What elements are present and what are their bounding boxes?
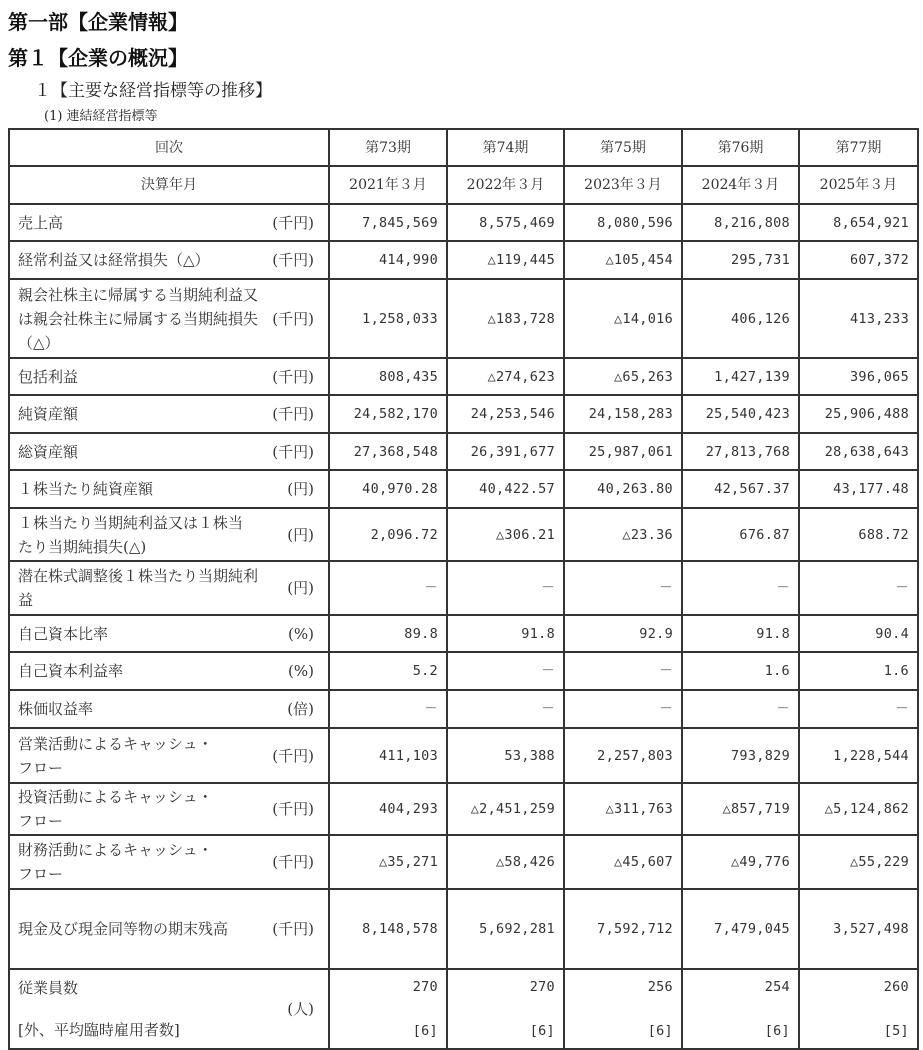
value-cell: －: [447, 561, 564, 615]
table-row: [9, 783, 918, 835]
table-row: [9, 652, 918, 690]
value-cell: △35,271: [329, 835, 447, 889]
value-cell: 40,422.57: [447, 470, 564, 508]
value-cell: 688.72: [799, 508, 918, 561]
row-label-cell: [9, 508, 329, 561]
value-cell: △105,454: [564, 241, 682, 279]
value-cell: 7,845,569: [329, 204, 447, 241]
value-cell: △306.21: [447, 508, 564, 561]
employees-value-cell: [564, 969, 682, 1049]
row-label: 財務活動によるキャッシュ・フロー: [18, 841, 213, 883]
value-cell: 28,638,643: [799, 433, 918, 470]
value-cell: 1,228,544: [799, 728, 918, 783]
row-unit: (千円): [272, 309, 314, 328]
employee-count: 270: [529, 979, 555, 995]
table-row: [9, 358, 918, 395]
employees-row: [9, 969, 918, 1049]
table-row: [9, 690, 918, 728]
row-label: 自己資本利益率: [18, 662, 124, 680]
subsection-heading: １【主要な経営指標等の推移】: [34, 81, 272, 101]
row-label: 包括利益: [18, 367, 79, 386]
period-header: 第74期: [447, 129, 564, 166]
row-label-cell: [9, 358, 329, 395]
value-cell: 89.8: [329, 615, 447, 652]
value-cell: 5.2: [329, 652, 447, 690]
value-cell: △183,728: [447, 279, 564, 358]
row-label-cell: [9, 728, 329, 783]
row-unit: (千円): [272, 367, 314, 386]
employees-unit: (人): [287, 1000, 314, 1018]
value-cell: 793,829: [682, 728, 799, 783]
value-cell: 8,575,469: [447, 204, 564, 241]
value-cell: 404,293: [329, 783, 447, 835]
fiscal-date: 2025年３月: [799, 166, 918, 204]
value-cell: 42,567.37: [682, 470, 799, 508]
value-cell: 1,427,139: [682, 358, 799, 395]
value-cell: 53,388: [447, 728, 564, 783]
value-cell: 25,987,061: [564, 433, 682, 470]
row-unit: (円): [287, 525, 314, 544]
value-cell: △5,124,862: [799, 783, 918, 835]
row-unit: (円): [287, 579, 314, 597]
period-header: 第75期: [564, 129, 682, 166]
row-unit: (倍): [287, 700, 314, 718]
period-header: 第77期: [799, 129, 918, 166]
value-cell: △14,016: [564, 279, 682, 358]
table-row: [9, 204, 918, 241]
employees-label-cell: [9, 969, 329, 1049]
row-label: 売上高: [18, 213, 64, 232]
value-cell: △857,719: [682, 783, 799, 835]
value-cell: △23.36: [564, 508, 682, 561]
value-cell: △311,763: [564, 783, 682, 835]
employee-count: 270: [412, 979, 438, 995]
row-label: 総資産額: [18, 442, 79, 461]
value-cell: －: [799, 690, 918, 728]
row-label-cell: [9, 241, 329, 279]
value-cell: 3,527,498: [799, 889, 918, 969]
value-cell: 396,065: [799, 358, 918, 395]
value-cell: △2,451,259: [447, 783, 564, 835]
row-label-cell: [9, 433, 329, 470]
value-cell: △119,445: [447, 241, 564, 279]
table-row: [9, 728, 918, 783]
header-row-dates: [9, 166, 918, 204]
employees-value-cell: [329, 969, 447, 1049]
employees-value-cell: [799, 969, 918, 1049]
row-label: 経常利益又は経常損失（△）: [18, 251, 210, 269]
row-label: １株当たり純資産額: [18, 480, 154, 498]
value-cell: △49,776: [682, 835, 799, 889]
value-cell: 25,906,488: [799, 395, 918, 433]
temp-employee-count: [6]: [529, 1023, 555, 1039]
value-cell: －: [564, 652, 682, 690]
temp-employee-count: [5]: [883, 1023, 909, 1039]
value-cell: 24,582,170: [329, 395, 447, 433]
value-cell: 25,540,423: [682, 395, 799, 433]
value-cell: 1.6: [799, 652, 918, 690]
temp-employee-count: [6]: [412, 1023, 438, 1039]
value-cell: －: [564, 690, 682, 728]
value-cell: －: [682, 561, 799, 615]
value-cell: △58,426: [447, 835, 564, 889]
value-cell: 40,263.80: [564, 470, 682, 508]
row-label-cell: [9, 690, 329, 728]
value-cell: －: [329, 561, 447, 615]
row-unit: (%): [288, 624, 314, 643]
row-label: 親会社株主に帰属する当期純利益又は親会社株主に帰属する当期純損失（△）: [18, 285, 259, 352]
value-cell: 24,158,283: [564, 395, 682, 433]
value-cell: 40,970.28: [329, 470, 447, 508]
temp-employees-label: [外、平均臨時雇用者数]: [18, 1021, 180, 1039]
value-cell: 91.8: [682, 615, 799, 652]
temp-employee-count: [6]: [647, 1023, 673, 1039]
table-row: [9, 835, 918, 889]
subsubsection-heading: (1) 連結経営指標等: [44, 109, 158, 124]
section-heading: 第１【企業の概況】: [8, 46, 188, 70]
period-header: 第73期: [329, 129, 447, 166]
employee-count: 260: [883, 979, 909, 995]
value-cell: 295,731: [682, 241, 799, 279]
row-label-cell: [9, 395, 329, 433]
header-label-date: 決算年月: [9, 166, 329, 204]
employees-value-cell: [447, 969, 564, 1049]
value-cell: 7,479,045: [682, 889, 799, 969]
row-unit: (千円): [272, 746, 314, 765]
value-cell: 90.4: [799, 615, 918, 652]
value-cell: 607,372: [799, 241, 918, 279]
value-cell: 8,216,808: [682, 204, 799, 241]
value-cell: △65,263: [564, 358, 682, 395]
value-cell: △274,623: [447, 358, 564, 395]
value-cell: －: [564, 561, 682, 615]
value-cell: 406,126: [682, 279, 799, 358]
value-cell: 8,654,921: [799, 204, 918, 241]
row-label-cell: [9, 652, 329, 690]
employees-value-cell: [682, 969, 799, 1049]
value-cell: 24,253,546: [447, 395, 564, 433]
row-label-cell: [9, 889, 329, 969]
value-cell: 8,080,596: [564, 204, 682, 241]
row-unit: (千円): [272, 853, 314, 871]
fiscal-date: 2024年３月: [682, 166, 799, 204]
employee-count: 254: [764, 979, 790, 995]
value-cell: －: [329, 690, 447, 728]
row-label: １株当たり当期純利益又は１株当たり当期純損失(△): [18, 513, 244, 556]
row-label-cell: [9, 470, 329, 508]
row-label-cell: [9, 615, 329, 652]
fiscal-date: 2021年３月: [329, 166, 447, 204]
value-cell: 5,692,281: [447, 889, 564, 969]
row-unit: (千円): [272, 442, 314, 461]
row-label: 営業活動によるキャッシュ・フロー: [18, 734, 213, 777]
table-row: [9, 470, 918, 508]
value-cell: 27,368,548: [329, 433, 447, 470]
row-unit: (円): [287, 480, 314, 498]
value-cell: △45,607: [564, 835, 682, 889]
row-label: 投資活動によるキャッシュ・フロー: [18, 788, 213, 830]
period-header: 第76期: [682, 129, 799, 166]
value-cell: 27,813,768: [682, 433, 799, 470]
table-row: [9, 889, 918, 969]
value-cell: 7,592,712: [564, 889, 682, 969]
value-cell: 413,233: [799, 279, 918, 358]
value-cell: －: [799, 561, 918, 615]
row-unit: (千円): [272, 405, 314, 423]
value-cell: 2,257,803: [564, 728, 682, 783]
table-row: [9, 433, 918, 470]
table-row: [9, 241, 918, 279]
fiscal-date: 2023年３月: [564, 166, 682, 204]
row-unit: (千円): [272, 251, 314, 269]
part-heading: 第一部【企業情報】: [8, 10, 188, 34]
value-cell: 8,148,578: [329, 889, 447, 969]
fiscal-date: 2022年３月: [447, 166, 564, 204]
header-label-period: 回次: [9, 129, 329, 166]
value-cell: 26,391,677: [447, 433, 564, 470]
employees-label: 従業員数: [18, 979, 79, 997]
value-cell: －: [682, 690, 799, 728]
row-label-cell: [9, 204, 329, 241]
value-cell: －: [447, 690, 564, 728]
value-cell: 411,103: [329, 728, 447, 783]
row-label-cell: [9, 561, 329, 615]
row-label-cell: [9, 835, 329, 889]
value-cell: 92.9: [564, 615, 682, 652]
value-cell: 43,177.48: [799, 470, 918, 508]
table-row: [9, 279, 918, 358]
table-row: [9, 561, 918, 615]
row-label-cell: [9, 279, 329, 358]
consolidated-indicators-table: [8, 128, 919, 1050]
row-unit: (千円): [272, 800, 314, 818]
table-row: [9, 615, 918, 652]
value-cell: 91.8: [447, 615, 564, 652]
row-label: 純資産額: [18, 405, 79, 423]
row-label-cell: [9, 783, 329, 835]
value-cell: 1.6: [682, 652, 799, 690]
employee-count: 256: [647, 979, 673, 995]
row-unit: (千円): [272, 920, 314, 938]
row-label: 潜在株式調整後１株当たり当期純利益: [18, 567, 259, 609]
value-cell: 676.87: [682, 508, 799, 561]
row-unit: (%): [288, 662, 314, 680]
row-label: 現金及び現金同等物の期末残高: [18, 920, 229, 938]
table-row: [9, 395, 918, 433]
value-cell: 808,435: [329, 358, 447, 395]
value-cell: －: [447, 652, 564, 690]
row-label: 株価収益率: [18, 700, 94, 718]
row-unit: (千円): [272, 213, 314, 232]
row-label: 自己資本比率: [18, 624, 109, 643]
temp-employee-count: [6]: [764, 1023, 790, 1039]
value-cell: 2,096.72: [329, 508, 447, 561]
header-row-periods: [9, 129, 918, 166]
value-cell: 414,990: [329, 241, 447, 279]
value-cell: △55,229: [799, 835, 918, 889]
value-cell: 1,258,033: [329, 279, 447, 358]
table-row: [9, 508, 918, 561]
